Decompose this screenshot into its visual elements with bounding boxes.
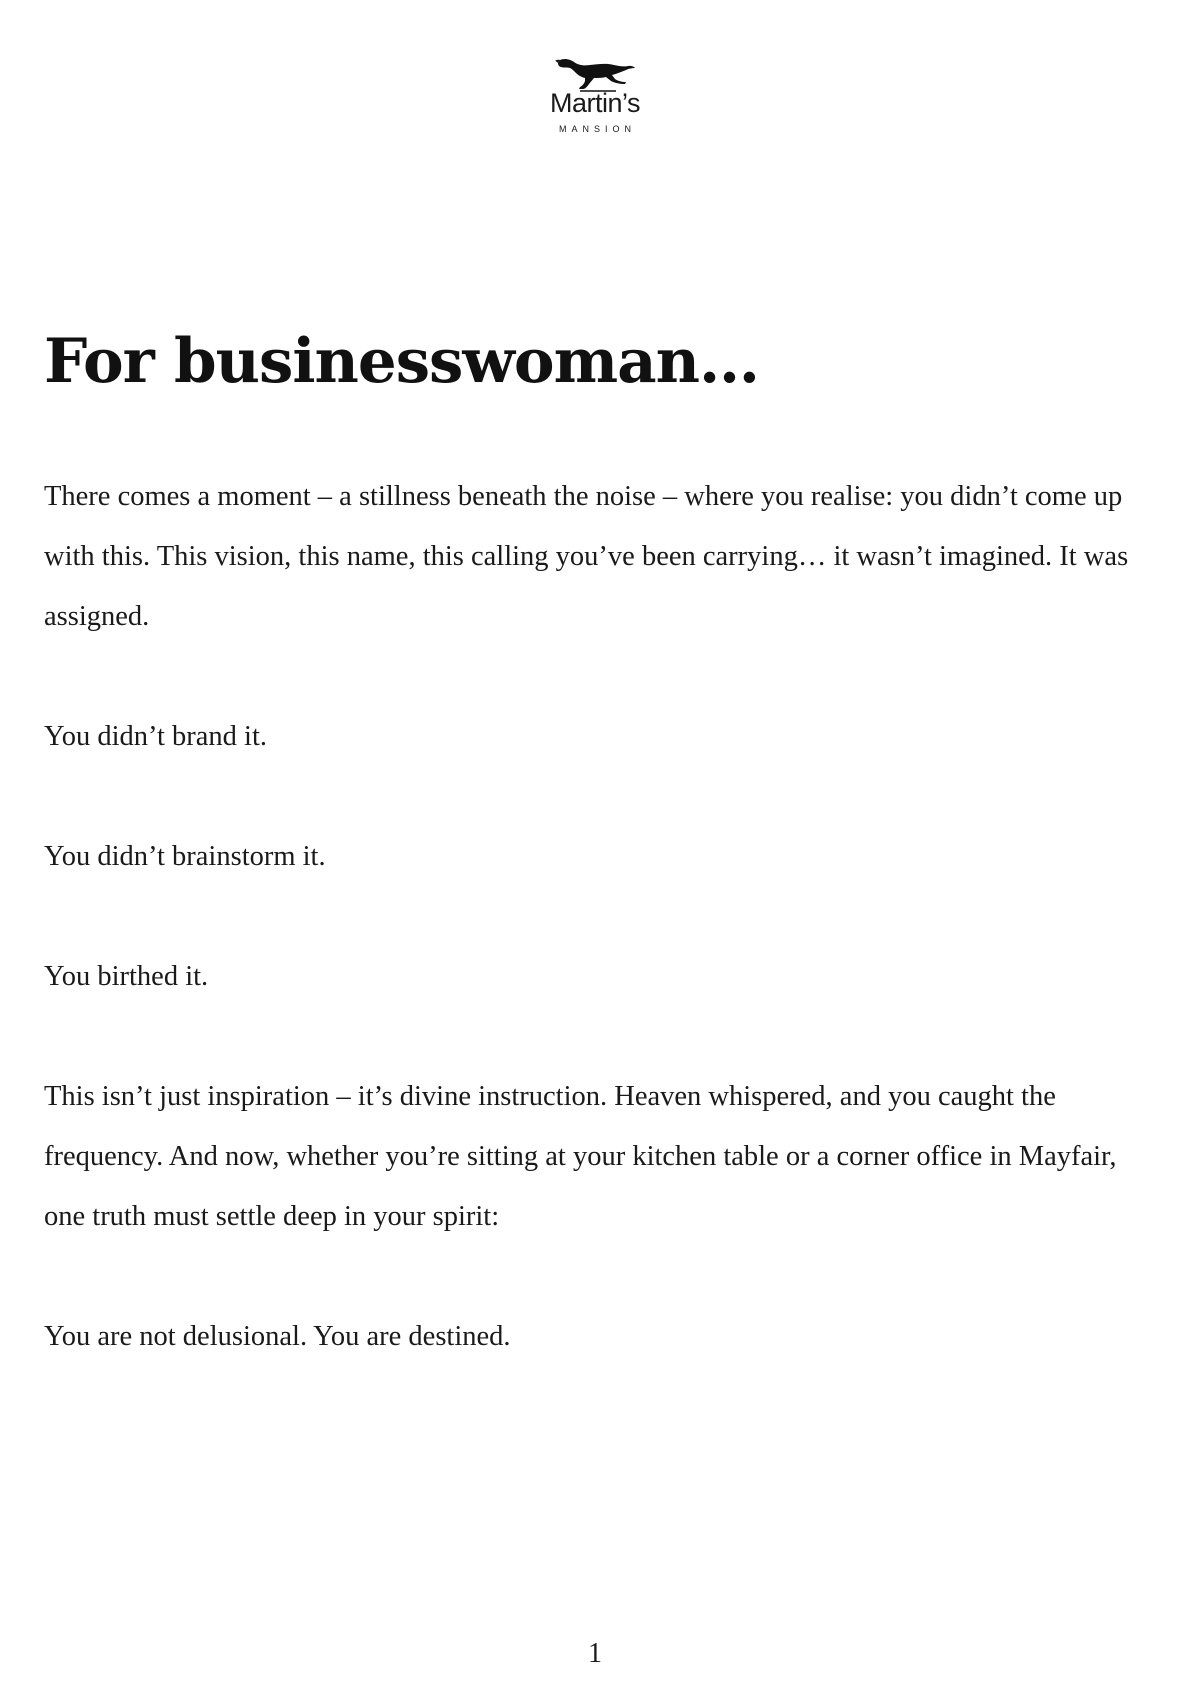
body-text xyxy=(44,467,1154,1427)
paragraph-divine: This isn’t just inspiration – it’s divine instruction. Heaven whispered, and you caught the frequency. And now, whether you’re sitting at your kitchen table or a corner office in Mayfair, one truth must settle deep in your spirit: xyxy=(44,1081,1117,1232)
logo-name: Martin’s xyxy=(549,88,641,118)
paragraph-intro: There comes a moment – a stillness beneath the noise – where you realise: you didn’t come up with this. This vision, this name, this calling you’ve been carrying… it wasn’t imagined. It was assigned. xyxy=(44,481,1129,632)
logo-subtitle: MANSION xyxy=(558,124,636,134)
paragraph-destined: You are not delusional. You are destined. xyxy=(44,1321,511,1352)
brand-logo xyxy=(0,54,1190,134)
paragraph-brainstorm: You didn’t brainstorm it. xyxy=(44,841,326,872)
page-title: For businesswoman… xyxy=(44,326,760,397)
paragraph-brand: You didn’t brand it. xyxy=(44,721,268,752)
page-number: 1 xyxy=(588,1638,602,1669)
paragraph-birthed: You birthed it. xyxy=(44,961,209,992)
